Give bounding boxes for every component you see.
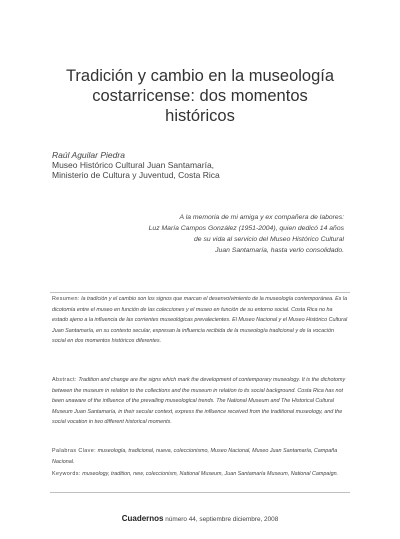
- title-line-3: históricos: [165, 107, 235, 125]
- dedication-line: A la memoria de mi amiga y ex compañera de labores:: [179, 214, 344, 221]
- author-affiliation-1: Museo Histórico Cultural Juan Santamaría,: [52, 160, 215, 170]
- keywords-en-text: museology, tradition, new, coleccionism, National Museum, Juan Santamaría Museum, National Campaign.: [82, 471, 339, 477]
- keywords-spanish: [52, 446, 348, 467]
- article-title: [40, 66, 360, 126]
- dedication-line: Juan Santamaría, hasta verlo consolidado.: [215, 247, 344, 254]
- abstract-es-label: Resumen:: [52, 296, 80, 302]
- journal-logo: Cuadernos: [121, 514, 164, 523]
- dedication-line: de su vida al servicio del Museo Histórico Cultural: [194, 236, 344, 243]
- abstract-en-text: Tradition and change are the signs which mark the development of contemporary museology. It is the dichotomy between the museum in relation to the collections and the museum in relation to its social background. Costa Rica has not been unaware of the influence of the prevailing museological trends. The National Museum and The Historical Cultural Museum Juan Santamaría, in their secular context, express the influence received from the traditional museology, and the social vocation in two different historical moments.: [52, 377, 346, 426]
- author-block: [52, 150, 220, 180]
- keywords-en-label: Keywords:: [52, 471, 81, 477]
- author-affiliation-2: Ministerio de Cultura y Juventud, Costa Rica: [52, 170, 220, 180]
- divider-top: [50, 292, 350, 293]
- dedication-line: Luz María Campos González (1951-2004), quien dedicó 14 años: [148, 225, 344, 232]
- issue-info: número 44, septiembre diciembre, 2008: [165, 516, 279, 523]
- title-line-1: Tradición y cambio en la museología: [65, 67, 335, 85]
- abstract-es-text: la tradición y el cambio son los signos que marcan el desenvolvimiento de la museología contemporánea. Es la dicotomía entre el museo en función de las colecciones y el museo en función de su entorno social. Costa Rica no ha estado ajeno a la influencia de las corrientes museológicas prevalecientes. El Museo Nacional y el Museo Histórico Cultural Juan Santamaría, en su contexto secular, expresan la influencia recibida de la museología tradicional y de la vocación social en dos momentos históricos diferentes.: [52, 296, 348, 345]
- abstract-en-label: Abstract:: [52, 377, 77, 383]
- dedication: [114, 212, 344, 256]
- page-footer: [0, 514, 400, 523]
- divider-bottom: [50, 492, 350, 493]
- keywords-es-text: museología, tradicional, nueva, coleccionismo, Museo Nacional, Museo Juan Santamaría, Campaña Nacional.: [52, 448, 338, 465]
- title-line-2: costarricense: dos momentos: [92, 87, 308, 105]
- author-name: Raúl Aguilar Piedra: [52, 150, 125, 160]
- abstract-spanish: [52, 294, 348, 347]
- abstract-english: [52, 375, 348, 428]
- keywords-english: [52, 469, 348, 480]
- keywords-es-label: Palabras Clave:: [52, 448, 97, 454]
